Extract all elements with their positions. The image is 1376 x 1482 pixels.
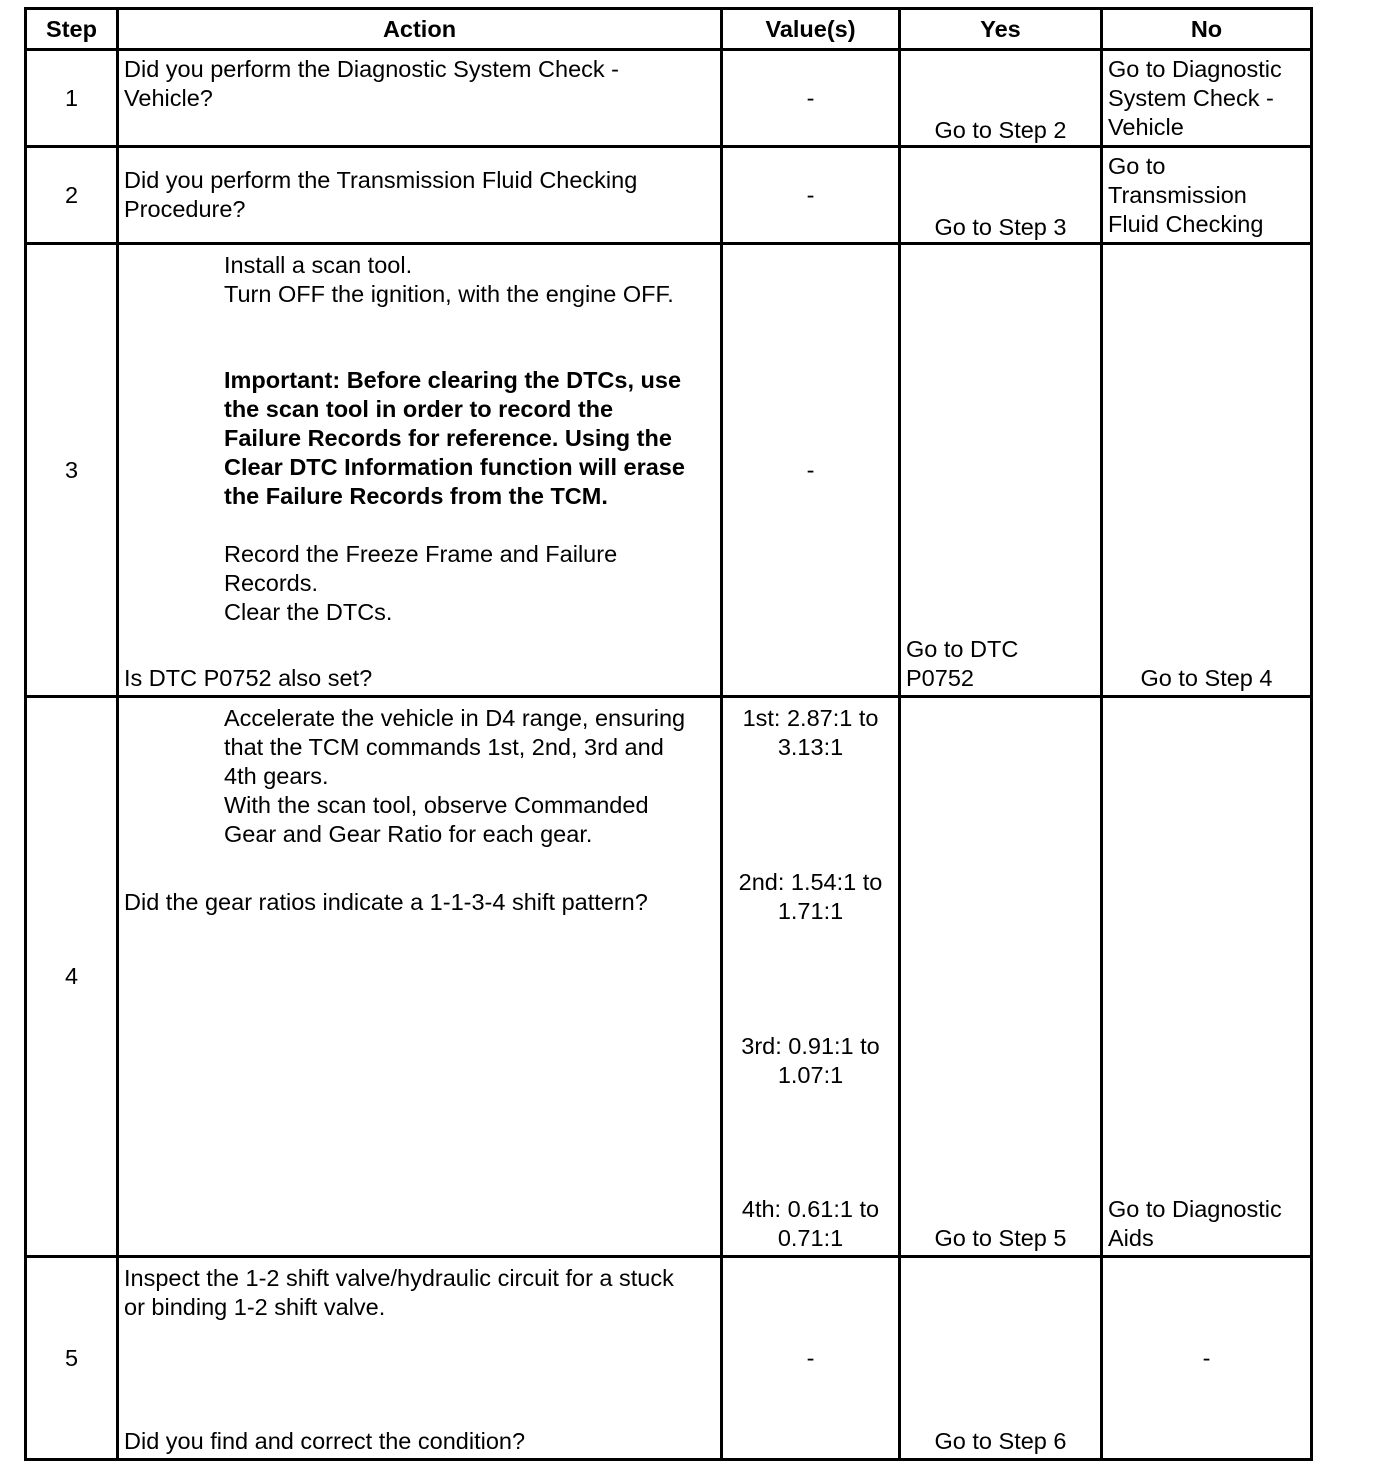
important-note-line: Important: Before clearing the DTCs, use [224,367,682,393]
value-cell: - [722,1257,900,1460]
procedure-step: 4th gears. [224,763,329,789]
action-question: Did you find and correct the condition? [124,1428,526,1454]
header-yes: Yes [900,9,1102,50]
action-cell [118,50,722,147]
step-number: 1 [26,50,118,147]
action-cell [118,1257,722,1460]
no-link-line[interactable]: Fluid Checking [1108,211,1264,237]
table-row [26,244,1312,697]
yes-link[interactable]: Go to Step 5 [934,1225,1067,1251]
action-line: Did you perform the Transmission Fluid Checking [124,167,638,193]
no-link-line[interactable]: Aids [1108,1225,1154,1251]
action-cell [118,244,722,697]
important-note-line: Clear DTC Information function will erase [224,454,685,480]
procedure-step: Turn OFF the ignition, with the engine OFF. [224,281,674,307]
gear-ratio-value: 0.71:1 [777,1225,844,1251]
table-row [26,50,1312,147]
gear-ratio-value: 1.07:1 [777,1062,844,1088]
header-action: Action [118,9,722,50]
action-line: Vehicle? [124,85,213,111]
yes-link[interactable]: Go to Step 3 [934,214,1067,240]
diagnostic-table [24,7,1313,1461]
no-link-line[interactable]: System Check - [1108,85,1274,111]
value-cell: - [722,147,900,244]
no-cell [1102,50,1312,147]
step-number: 5 [26,1257,118,1460]
step-number: 4 [26,697,118,1257]
no-link[interactable]: Go to Step 4 [1140,665,1273,691]
procedure-step: Clear the DTCs. [224,599,393,625]
procedure-step: Accelerate the vehicle in D4 range, ensuring [224,705,686,731]
gear-ratio-value: 3.13:1 [777,734,844,760]
action-question: Did the gear ratios indicate a 1-1-3-4 shift pattern? [124,889,648,915]
yes-cell [900,50,1102,147]
yes-cell [900,1257,1102,1460]
step-number: 2 [26,147,118,244]
important-note-line: the Failure Records from the TCM. [224,483,608,509]
action-line: Did you perform the Diagnostic System Check - [124,56,619,82]
yes-link-line[interactable]: P0752 [906,665,974,691]
header-row [26,9,1312,50]
gear-ratio-value: 1st: 2.87:1 to [742,705,879,731]
value-cell: - [722,244,900,697]
no-cell [1102,244,1312,697]
header-no: No [1102,9,1312,50]
no-link-line[interactable]: Transmission [1108,182,1247,208]
step-number: 3 [26,244,118,697]
no-link-line[interactable]: Vehicle [1108,114,1184,140]
yes-link[interactable]: Go to Step 6 [934,1428,1067,1454]
no-cell [1102,147,1312,244]
value-cell: - [722,50,900,147]
table-row [26,1257,1312,1460]
action-cell [118,697,722,1257]
yes-cell [900,244,1102,697]
gear-ratio-value: 1.71:1 [777,898,844,924]
yes-cell [900,697,1102,1257]
gear-ratio-value: 4th: 0.61:1 to [741,1196,880,1222]
yes-cell [900,147,1102,244]
action-cell [118,147,722,244]
gear-ratio-value: 2nd: 1.54:1 to [738,869,883,895]
procedure-step: Records. [224,570,319,596]
value-cell [722,697,900,1257]
procedure-step: Record the Freeze Frame and Failure [224,541,618,567]
action-line: Procedure? [124,196,246,222]
action-question: Is DTC P0752 also set? [124,665,373,691]
yes-link[interactable]: Go to Step 2 [934,117,1067,143]
action-line: Inspect the 1-2 shift valve/hydraulic circuit for a stuck [124,1265,674,1291]
header-values: Value(s) [722,9,900,50]
important-note-line: Failure Records for reference. Using the [224,425,672,451]
important-note-line: the scan tool in order to record the [224,396,614,422]
procedure-step: Install a scan tool. [224,252,413,278]
no-link-line[interactable]: Go to [1108,153,1166,179]
action-line: or binding 1-2 shift valve. [124,1294,386,1320]
yes-link-line[interactable]: Go to DTC [906,636,1019,662]
no-link-line[interactable]: Go to Diagnostic [1108,56,1282,82]
table-row [26,147,1312,244]
procedure-step: Gear and Gear Ratio for each gear. [224,821,593,847]
no-cell [1102,697,1312,1257]
table-row [26,697,1312,1257]
gear-ratio-value: 3rd: 0.91:1 to [741,1033,880,1059]
procedure-step: With the scan tool, observe Commanded [224,792,649,818]
no-link-line[interactable]: Go to Diagnostic [1108,1196,1282,1222]
header-step: Step [26,9,118,50]
no-cell: - [1102,1257,1312,1460]
procedure-step: that the TCM commands 1st, 2nd, 3rd and [224,734,664,760]
